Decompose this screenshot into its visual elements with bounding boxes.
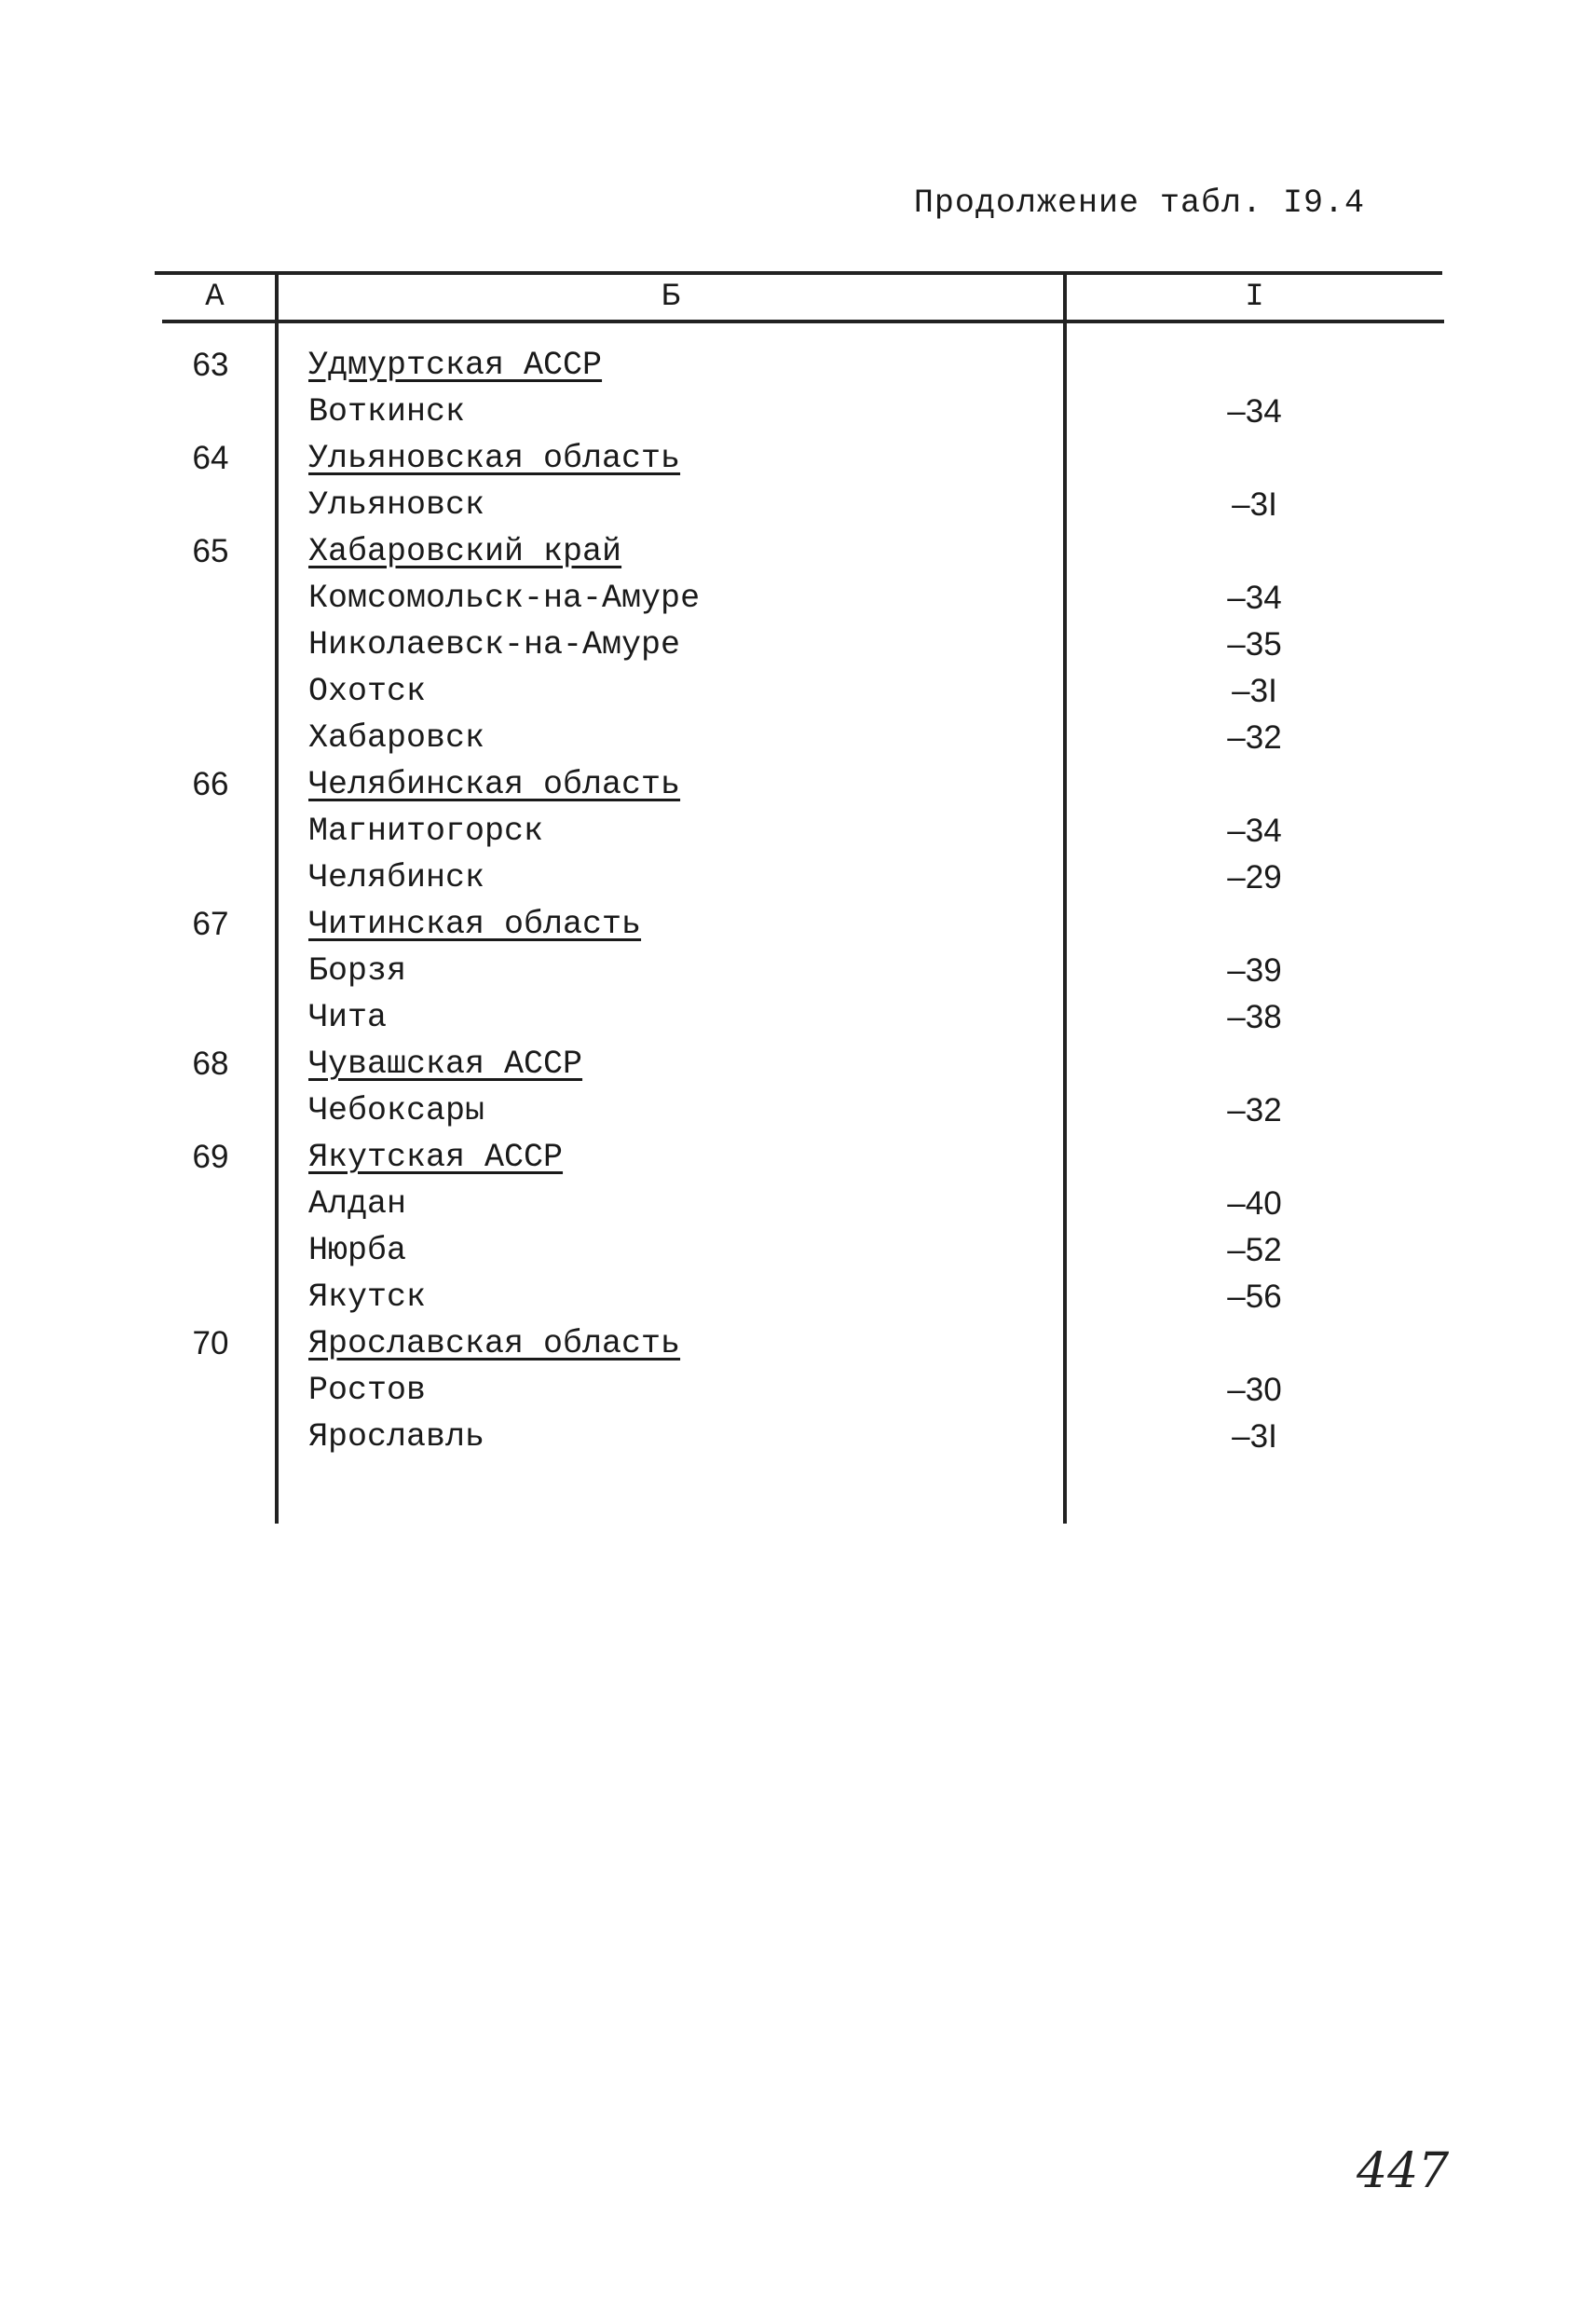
temperature-value: –52 xyxy=(1227,1232,1282,1268)
table-row xyxy=(0,807,1596,854)
temperature-value: –3I xyxy=(1232,673,1277,709)
region-name: Читинская область xyxy=(308,906,642,943)
region-name: Ярославская область xyxy=(308,1325,681,1362)
temperature-value: –29 xyxy=(1227,859,1282,896)
city-name: Чита xyxy=(308,999,388,1036)
row-number: 63 xyxy=(192,347,229,383)
page-number: 447 xyxy=(1357,2143,1450,2199)
city-name: Охотск xyxy=(308,673,427,710)
city-name: Воткинск xyxy=(308,393,466,431)
temperature-value: –34 xyxy=(1227,580,1282,616)
region-name: Хабаровский край xyxy=(308,533,622,570)
city-name: Ростов xyxy=(308,1372,427,1409)
region-name: Якутская АССР xyxy=(308,1139,564,1176)
row-number: 68 xyxy=(192,1046,229,1082)
temperature-value: –30 xyxy=(1227,1372,1282,1408)
table-row xyxy=(0,1366,1596,1413)
city-name: Хабаровск xyxy=(308,719,485,757)
table-row xyxy=(0,388,1596,434)
row-number: 64 xyxy=(192,440,229,476)
table-row xyxy=(0,854,1596,900)
row-number: 66 xyxy=(192,766,229,802)
table-caption: Продолжение табл. I9.4 xyxy=(913,185,1365,222)
temperature-value: –40 xyxy=(1227,1185,1282,1222)
table-row xyxy=(0,527,1596,574)
table-row xyxy=(0,1133,1596,1180)
table-row xyxy=(0,621,1596,667)
temperature-value: –39 xyxy=(1227,952,1282,989)
temperature-value: –56 xyxy=(1227,1279,1282,1315)
city-name: Ульяновск xyxy=(308,486,485,524)
header-col-b: Б xyxy=(661,280,681,315)
row-number: 65 xyxy=(192,533,229,569)
table-row xyxy=(0,341,1596,388)
row-number: 67 xyxy=(192,906,229,942)
city-name: Якутск xyxy=(308,1279,427,1316)
header-col-a: А xyxy=(205,280,225,315)
table-row xyxy=(0,1226,1596,1273)
temperature-value: –3I xyxy=(1232,1418,1277,1455)
city-name: Алдан xyxy=(308,1185,407,1223)
temperature-value: –38 xyxy=(1227,999,1282,1035)
region-name: Чувашская АССР xyxy=(308,1046,583,1083)
header-col-i: I xyxy=(1245,280,1264,315)
table-row xyxy=(0,900,1596,947)
city-name: Борзя xyxy=(308,952,407,990)
city-name: Ярославль xyxy=(308,1418,485,1456)
table-row xyxy=(0,1413,1596,1459)
row-number: 70 xyxy=(192,1325,229,1361)
city-name: Чебоксары xyxy=(308,1092,485,1129)
table-top-rule xyxy=(155,271,1442,275)
table-row xyxy=(0,481,1596,527)
city-name: Магнитогорск xyxy=(308,813,544,850)
city-name: Николаевск-на-Амуре xyxy=(308,626,681,663)
city-name: Нюрба xyxy=(308,1232,407,1269)
temperature-value: –34 xyxy=(1227,813,1282,849)
temperature-value: –3I xyxy=(1232,486,1277,523)
city-name: Комсомольск-на-Амуре xyxy=(308,580,701,617)
region-name: Удмуртская АССР xyxy=(308,347,603,384)
table-header-rule xyxy=(162,320,1444,323)
table-row xyxy=(0,1040,1596,1087)
temperature-value: –35 xyxy=(1227,626,1282,663)
city-name: Челябинск xyxy=(308,859,485,896)
table-row xyxy=(0,1273,1596,1320)
table-row xyxy=(0,574,1596,621)
region-name: Ульяновская область xyxy=(308,440,681,477)
temperature-value: –32 xyxy=(1227,1092,1282,1128)
temperature-value: –32 xyxy=(1227,719,1282,756)
row-number: 69 xyxy=(192,1139,229,1175)
table-row xyxy=(0,760,1596,807)
table-row xyxy=(0,947,1596,993)
table-row xyxy=(0,714,1596,760)
table-row xyxy=(0,1320,1596,1366)
temperature-value: –34 xyxy=(1227,393,1282,430)
region-name: Челябинская область xyxy=(308,766,681,803)
table-row xyxy=(0,434,1596,481)
table-row xyxy=(0,667,1596,714)
table-row xyxy=(0,1180,1596,1226)
table-row xyxy=(0,1087,1596,1133)
table-body xyxy=(0,341,1596,1459)
table-row xyxy=(0,993,1596,1040)
